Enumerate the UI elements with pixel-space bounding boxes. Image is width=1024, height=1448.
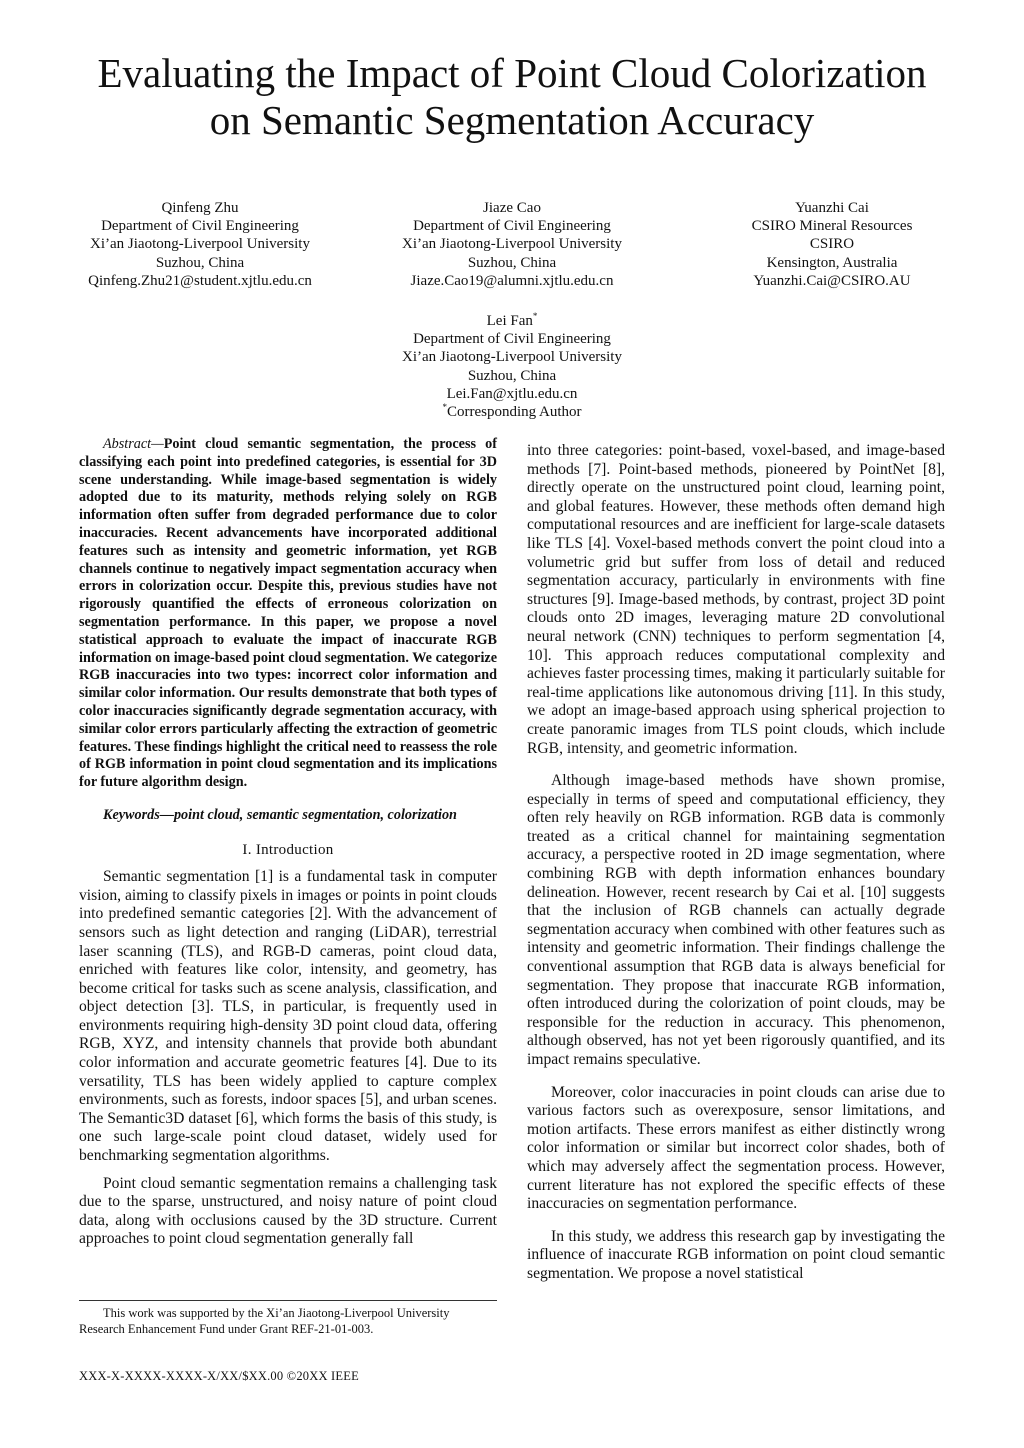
author-name: Yuanzhi Cai bbox=[795, 200, 869, 216]
author-department: Department of Civil Engineering bbox=[101, 218, 299, 235]
author-location: Kensington, Australia bbox=[766, 254, 898, 271]
intro-paragraph-2: Point cloud semantic segmentation remains a challenging task due to the sparse, unstructured, and noisy nature of point cloud data, along with occlusions caused by the 3D structure. Current approaches to point cloud segmentation generally fall bbox=[79, 1174, 497, 1248]
intro-paragraph-1: Semantic segmentation [1] is a fundamental task in computer vision, aiming to classify pixels in images or points in point clouds into predefined semantic categories [2]. With the advancement of sensors such as light detection and ranging (LiDAR), terrestrial laser scanning (TLS), and RGB-D cameras, point cloud data, enriched with features like color, intensity, and geometry, has become critical for tasks such as scene analysis, classification, and object detection [3]. TLS, in particular, is frequently used in environments requiring high-density 3D point cloud data, offering RGB, XYZ, and intensity channels that provide both abundant color information and accurate geometric features [4]. Due to its versatility, TLS has been widely applied to capture complex environments, such as forests, indoor spaces [5], and urban scenes. The Semantic3D dataset [6], which forms the basis of this study, is one such large-scale point cloud dataset, widely used for benchmarking segmentation algorithms. bbox=[79, 868, 497, 1165]
footnote-divider bbox=[79, 1300, 497, 1301]
author-name-text: Lei Fan bbox=[486, 313, 533, 329]
corresponding-note-text: Corresponding Author bbox=[446, 404, 582, 421]
author-location: Suzhou, China bbox=[467, 367, 557, 384]
title-line-1: Evaluating the Impact of Point Cloud Colorization bbox=[97, 50, 927, 96]
author-block bbox=[50, 199, 350, 290]
author-email: Jiaze.Cao19@alumni.xjtlu.edu.cn bbox=[410, 272, 614, 289]
author-name: Jiaze Cao bbox=[483, 200, 541, 216]
author-organization: Xi’an Jiaotong-Liverpool University bbox=[402, 236, 622, 253]
paper-title bbox=[40, 50, 984, 144]
abstract bbox=[79, 436, 497, 792]
abstract-text: Point cloud semantic segmentation, the process of classifying each point into predefined categories, is essential for 3D scene understanding. While image-based segmentation is widely adopted due to its maturity, methods relying solely on RGB information often suffer from degraded performance due to color inaccuracies. Recent advancements have incorporated additional features such as intensity and geometric information, yet RGB channels continue to negatively impact segmentation accuracy when errors in colorization occur. Despite this, previous studies have not rigorously quantified the effects of erroneous colorization on segmentation performance. In this paper, we propose a novel statistical approach to evaluate the impact of inaccurate RGB information on image-based point cloud segmentation. We categorize RGB inaccuracies into two types: incorrect color information and similar color information. Our results demonstrate that both types of color inaccuracies significantly degrade segmentation accuracy, with similar color errors particularly affecting the extraction of geometric features. These findings highlight the critical need to reassess the role of RGB information in point cloud segmentation and its implications for future algorithm design. bbox=[79, 436, 497, 791]
corresponding-marker: * bbox=[532, 311, 538, 321]
author-block bbox=[362, 199, 662, 290]
author-location: Suzhou, China bbox=[155, 254, 245, 271]
author-email: Yuanzhi.Cai@CSIRO.AU bbox=[753, 272, 911, 289]
author-organization: CSIRO bbox=[809, 236, 855, 253]
copyright-line: XXX-X-XXXX-XXXX-X/XX/$XX.00 ©20XX IEEE bbox=[79, 1369, 359, 1383]
author-organization: Xi’an Jiaotong-Liverpool University bbox=[402, 349, 622, 366]
author-block bbox=[682, 199, 982, 290]
funding-footnote: This work was supported by the Xi’an Jiaotong-Liverpool University Research Enhancement Fund under Grant REF-21-01-003. bbox=[79, 1306, 450, 1336]
author-department: Department of Civil Engineering bbox=[413, 218, 611, 235]
author-name: Qinfeng Zhu bbox=[161, 200, 239, 216]
corresponding-note bbox=[362, 403, 662, 421]
right-column bbox=[527, 442, 945, 1284]
author-department: Department of Civil Engineering bbox=[413, 331, 611, 348]
intro-paragraph-4: Moreover, color inaccuracies in point clouds can arise due to various factors such as overexposure, sensor limitations, and motion artifacts. These errors manifest as either distinctly wrong color information or similar but incorrect color shades, both of which may adversely affect the segmentation process. However, current literature has not explored the specific effects of these inaccuracies on segmentation performance. bbox=[527, 1083, 945, 1213]
abstract-lead: Abstract— bbox=[103, 436, 164, 452]
intro-paragraph-5: In this study, we address this research gap by investigating the influence of inaccurate RGB information on point cloud semantic segmentation. We propose a novel statistical bbox=[527, 1227, 945, 1282]
corresponding-note-marker: * bbox=[442, 402, 447, 413]
author-email: Lei.Fan@xjtlu.edu.cn bbox=[446, 385, 578, 402]
intro-paragraph-2-continued: into three categories: point-based, voxel-based, and image-based methods [7]. Point-based methods, pioneered by PointNet [8], directly operate on the unstructured point cloud, learning point, and global features. However, these methods often demand high computational resources and are inefficient for large-scale datasets like TLS [4]. Voxel-based methods convert the point cloud into a volumetric grid but suffer from loss of detail and reduced segmentation accuracy, particularly in environments with fine structures [9]. Image-based methods, by contrast, project 3D point clouds onto 2D images, leveraging mature 2D convolutional neural network (CNN) techniques to perform segmentation [4, 10]. This approach reduces computational complexity and achieves faster processing times, making it particularly suitable for real-time applications like autonomous driving [11]. In this study, we adopt an image-based approach using spherical projection to create panoramic images from TLS point clouds, which include RGB, intensity, and geometric information. bbox=[527, 442, 945, 757]
title-line-2: on Semantic Segmentation Accuracy bbox=[209, 97, 815, 143]
keywords: Keywords—point cloud, semantic segmentation, colorization bbox=[103, 806, 457, 823]
author-name bbox=[362, 312, 662, 330]
author-location: Suzhou, China bbox=[467, 254, 557, 271]
author-block-corresponding bbox=[362, 312, 662, 421]
author-department: CSIRO Mineral Resources bbox=[751, 218, 913, 235]
section-heading-introduction: I. Introduction bbox=[242, 841, 334, 858]
author-email: Qinfeng.Zhu21@student.xjtlu.edu.cn bbox=[88, 272, 312, 289]
author-organization: Xi’an Jiaotong-Liverpool University bbox=[90, 236, 310, 253]
left-column bbox=[79, 436, 497, 1249]
intro-paragraph-3: Although image-based methods have shown promise, especially in terms of speed and computational efficiency, they often rely heavily on RGB information. RGB data is commonly treated as a critical channel for maintaining segmentation accuracy, a perspective rooted in 2D image segmentation, where combining RGB with depth information enhances boundary delineation. However, recent research by Cai et al. [10] suggests that the inclusion of RGB channels can actually degrade segmentation accuracy when combined with other features such as intensity and geometric information. Their findings challenge the conventional assumption that RGB data is always beneficial for segmentation. They propose that inaccurate RGB information, often introduced during the colorization of point clouds, may be responsible for the reduction in accuracy. This phenomenon, although observed, has not yet been rigorously quantified, and its impact remains speculative. bbox=[527, 772, 945, 1068]
